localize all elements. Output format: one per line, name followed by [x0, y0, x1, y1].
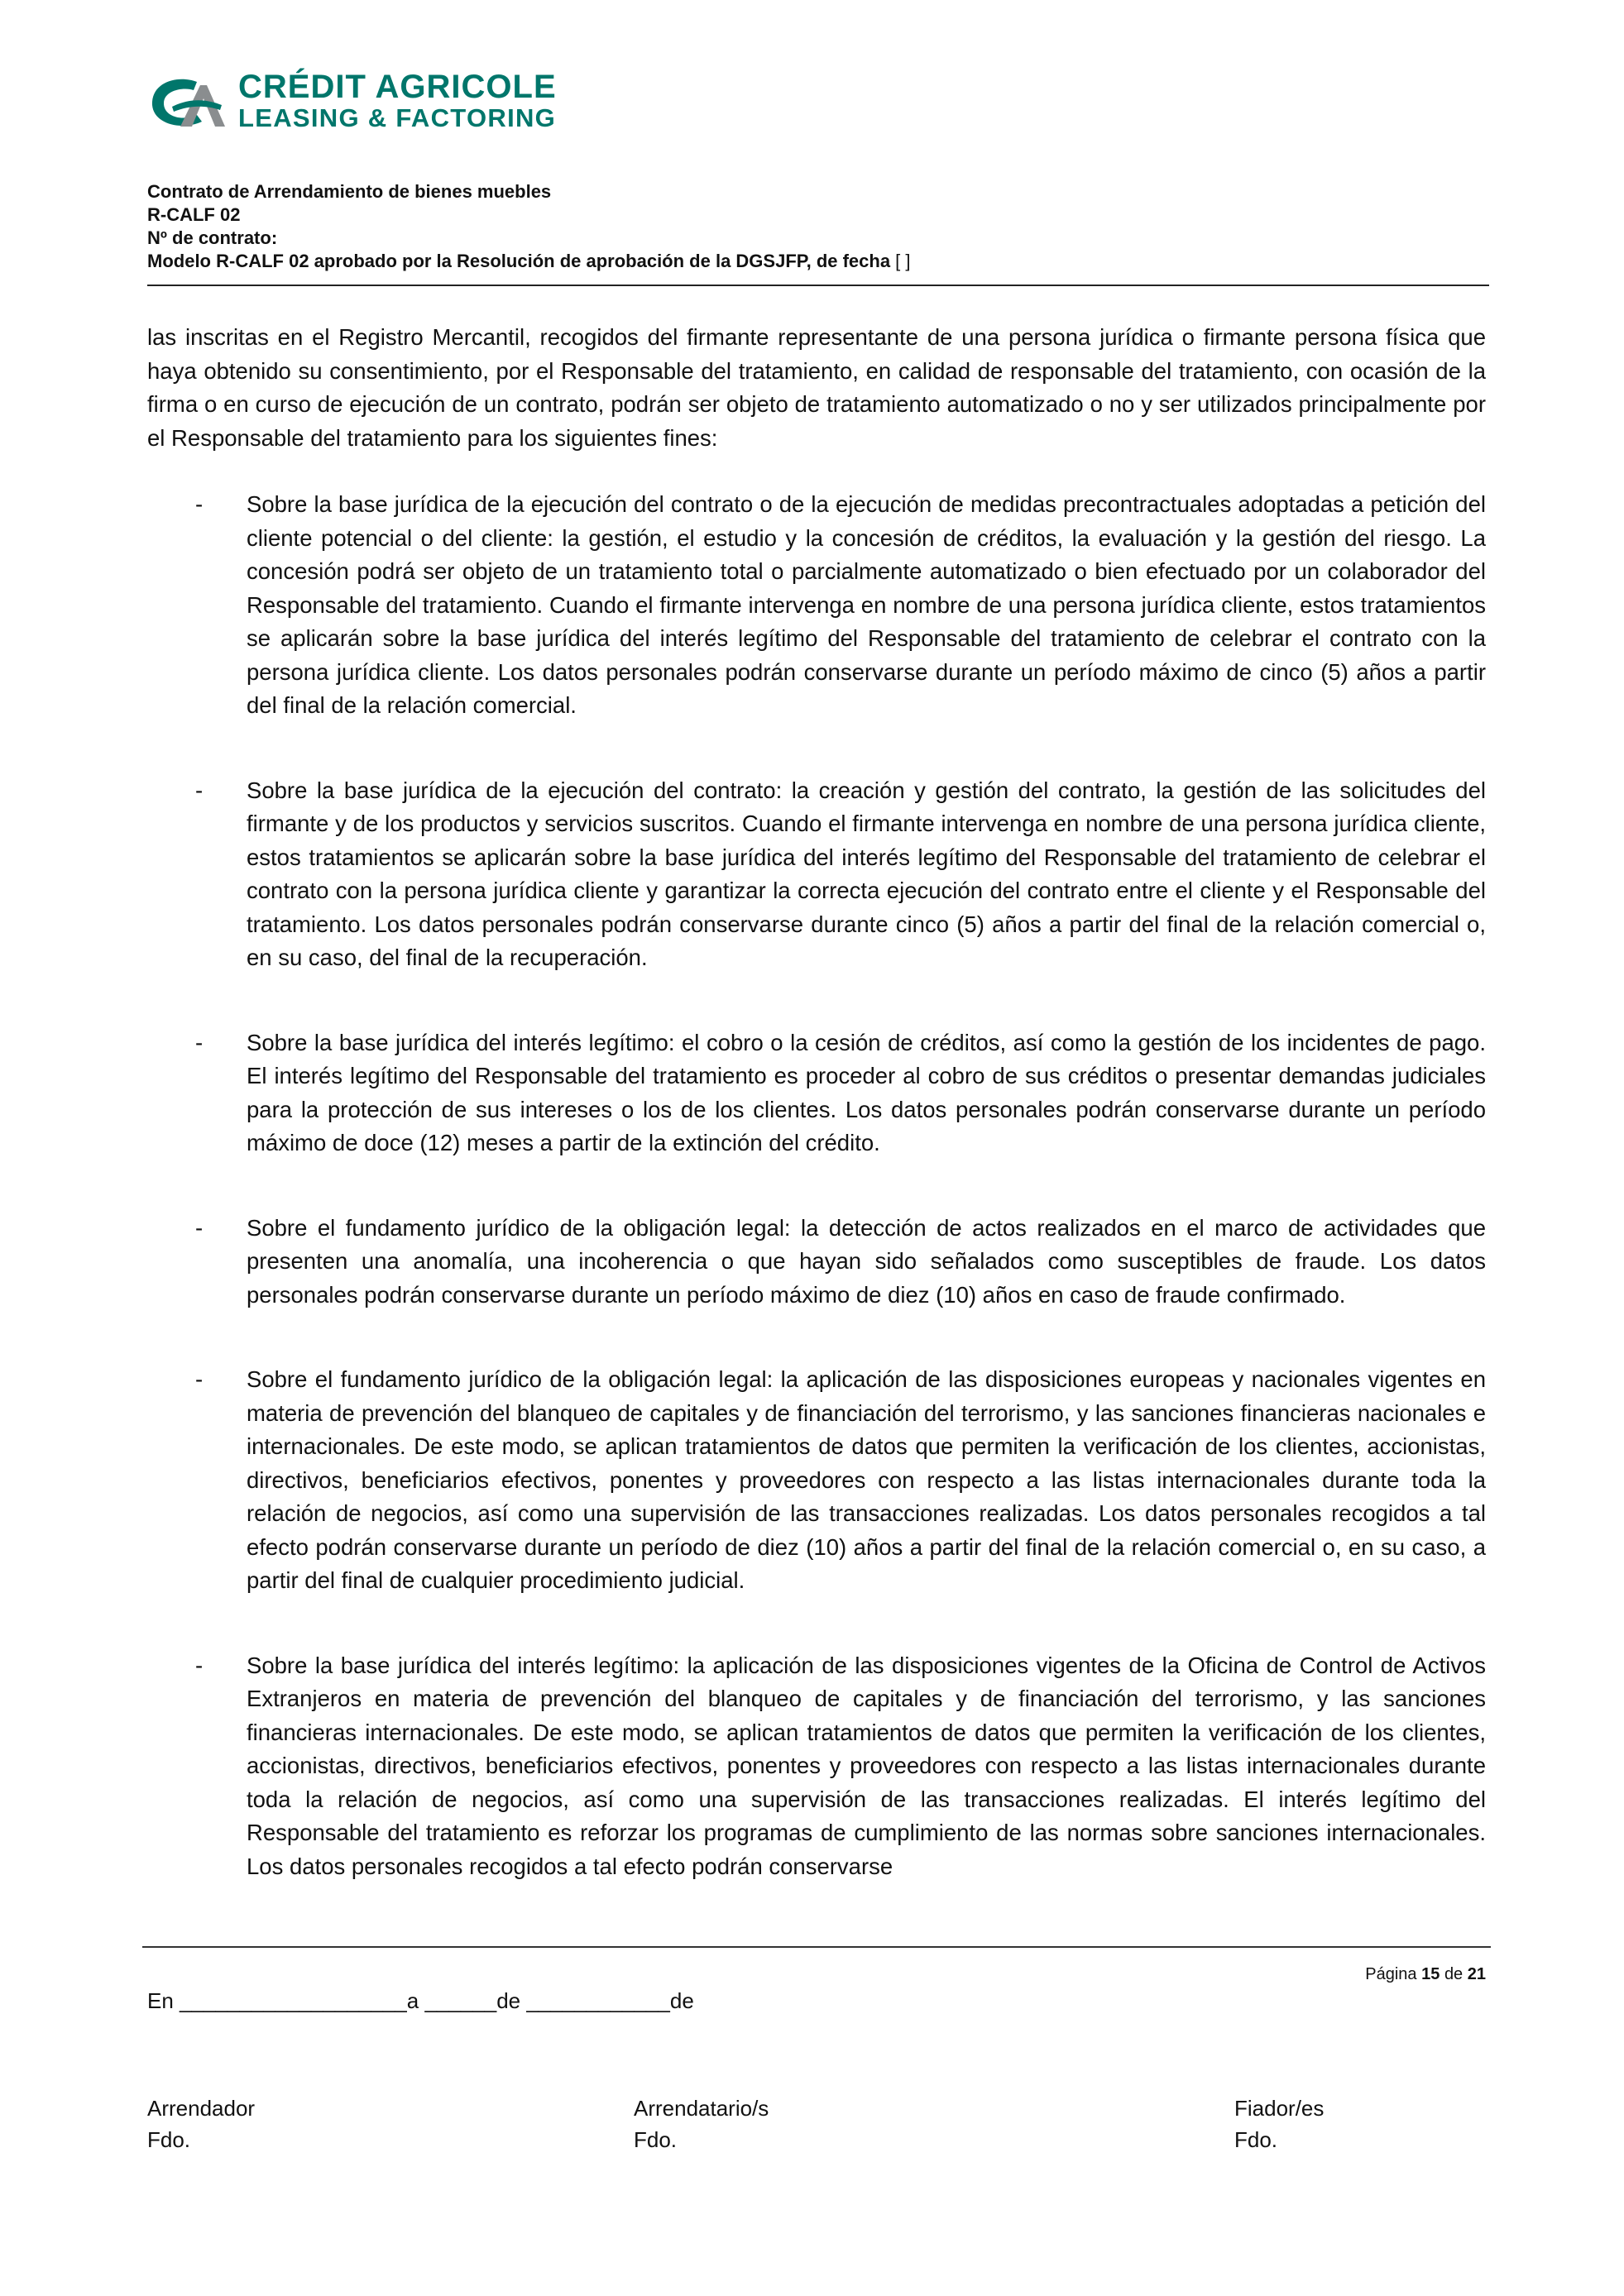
date-placeholder: [ ]: [895, 251, 911, 271]
list-item-text: Sobre la base jurídica de la ejecución del contrato o de la ejecución de medidas precontractuales adoptadas a petición del cliente potencial o del cliente: la gestión, el estudio y la concesión de créditos, la evaluación y la gestión del riesgo. La concesión podrá ser objeto de un tratamiento total o parcialmente automatizado o bien efectuado por un colaborador del Responsable del tratamiento. Cuando el firmante intervenga en nombre de una persona jurídica cliente, estos tratamientos se aplicarán sobre la base jurídica del interés legítimo del Responsable del tratamiento de celebrar el contrato con la persona jurídica cliente. Los datos personales podrán conservarse durante un período máximo de cinco (5) años a partir del final de la relación comercial.: [247, 491, 1486, 718]
list-item: [147, 1363, 1486, 1598]
company-logo: [147, 70, 611, 136]
page-separator: de: [1444, 1965, 1464, 1983]
signature-block-lessor: [147, 2093, 255, 2155]
signature-fdo: Fdo.: [1234, 2127, 1278, 2152]
page-current: 15: [1421, 1965, 1440, 1983]
list-item: [147, 488, 1486, 723]
page-total: 21: [1467, 1965, 1486, 1983]
document-body: [147, 321, 1486, 1883]
contract-model-line: [147, 250, 1487, 273]
contract-title: Contrato de Arrendamiento de bienes muebles: [147, 181, 552, 202]
place-date-line: En ___________________a ______de ____________de: [147, 1988, 694, 2013]
purposes-list: [147, 488, 1486, 1883]
signature-role: Fiador/es: [1234, 2096, 1325, 2121]
contract-model-text: Modelo R-CALF 02 aprobado por la Resolución de aprobación de la DGSJFP, de fecha: [147, 251, 891, 271]
header-divider: [147, 285, 1489, 286]
bullet-dash: -: [195, 1214, 204, 1241]
bullet-dash: -: [195, 1366, 204, 1392]
signature-fdo: Fdo.: [634, 2127, 678, 2152]
bullet-dash: -: [195, 1652, 204, 1678]
list-item-text: Sobre la base jurídica del interés legítimo: la aplicación de las disposiciones vigentes de la Oficina de Control de Activos Extranjeros en materia de prevención del blanqueo de capitales y de financiación del terrorismo, y las sanciones financieras internacionales. De este modo, se aplican tratamientos de datos que permiten la verificación de los clientes, accionistas, directivos, beneficiarios efectivos, ponentes y proveedores con respecto a las listas internacionales durante toda la relación de negocios, así como una supervisión de las transacciones realizadas. El interés legítimo del Responsable del tratamiento es reforzar los programas de cumplimiento de las normas sobre sanciones internacionales. Los datos personales recogidos a tal efecto podrán conservarse: [247, 1652, 1486, 1879]
list-item-text: Sobre la base jurídica de la ejecución del contrato: la creación y gestión del contrato, la gestión de las solicitudes del firmante y de los productos y servicios suscritos. Cuando el firmante intervenga en nombre de una persona jurídica cliente, estos tratamientos se aplicarán sobre la base jurídica del interés legítimo del Responsable del tratamiento de celebrar el contrato con la persona jurídica cliente y garantizar la correcta ejecución del contrato entre el cliente y el Responsable del tratamiento. Los datos personales podrán conservarse durante cinco (5) años a partir del final de la relación comercial o, en su caso, del final de la recuperación.: [247, 777, 1486, 970]
page-number: [1365, 1965, 1486, 1984]
list-item: [147, 1026, 1486, 1160]
list-item: [147, 1212, 1486, 1313]
contract-code: R-CALF 02: [147, 204, 241, 225]
document-header: [147, 180, 1487, 273]
bullet-dash: -: [195, 1029, 204, 1055]
list-item-text: Sobre el fundamento jurídico de la obligación legal: la aplicación de las disposiciones europeas y nacionales vigentes en materia de prevención del blanqueo de capitales y de financiación del terrorismo, y las sanciones financieras nacionales e internacionales. De este modo, se aplican tratamientos de datos que permiten la verificación de los clientes, accionistas, directivos, beneficiarios efectivos, ponentes y proveedores con respecto a las listas internacionales durante toda la relación de negocios, así como una supervisión de las transacciones realizadas. Los datos personales recogidos a tal efecto podrán conservarse durante un período de diez (10) años a partir del final de la relación comercial o, en su caso, a partir del final de cualquier procedimiento judicial.: [247, 1366, 1486, 1593]
logo-text-line1: CRÉDIT AGRICOLE: [238, 69, 557, 105]
list-item-text: Sobre la base jurídica del interés legítimo: el cobro o la cesión de créditos, así como la gestión de los incidentes de pago. El interés legítimo del Responsable del tratamiento es proceder al cobro de sus créditos o presentar demandas judiciales para la protección de sus intereses o los de los clientes. Los datos personales podrán conservarse durante un período máximo de doce (12) meses a partir de la extinción del crédito.: [247, 1029, 1486, 1155]
page-prefix: Página: [1365, 1965, 1417, 1983]
signature-role: Arrendatario/s: [634, 2096, 769, 2121]
signature-role: Arrendador: [147, 2096, 256, 2121]
bullet-dash: -: [195, 777, 204, 803]
signature-block-guarantor: [1234, 2093, 1324, 2155]
contract-number-label: Nº de contrato:: [147, 227, 278, 248]
list-item: [147, 774, 1486, 975]
list-item: [147, 1649, 1486, 1884]
bullet-dash: -: [195, 491, 204, 517]
logo-text-line2: LEASING & FACTORING: [238, 103, 557, 132]
intro-paragraph: las inscritas en el Registro Mercantil, recogidos del firmante representante de una persona jurídica o firmante persona física que haya obtenido su consentimiento, por el Responsable del tratamiento, en calidad de responsable del tratamiento, con ocasión de la firma o en curso de ejecución de un contrato, podrán ser objeto de tratamiento automatizado o no y ser utilizados principalmente por el Responsable del tratamiento para los siguientes fines:: [147, 324, 1486, 451]
footer-divider: [142, 1946, 1491, 1948]
signature-fdo: Fdo.: [147, 2127, 191, 2152]
credit-agricole-logo-mark: [147, 74, 227, 133]
signature-block-lessee: [634, 2093, 769, 2155]
list-item-text: Sobre el fundamento jurídico de la obligación legal: la detección de actos realizados en el marco de actividades que presenten una anomalía, una incoherencia o que hayan sido señalados como susceptibles de fraude. Los datos personales podrán conservarse durante un período máximo de diez (10) años en caso de fraude confirmado.: [247, 1214, 1486, 1308]
